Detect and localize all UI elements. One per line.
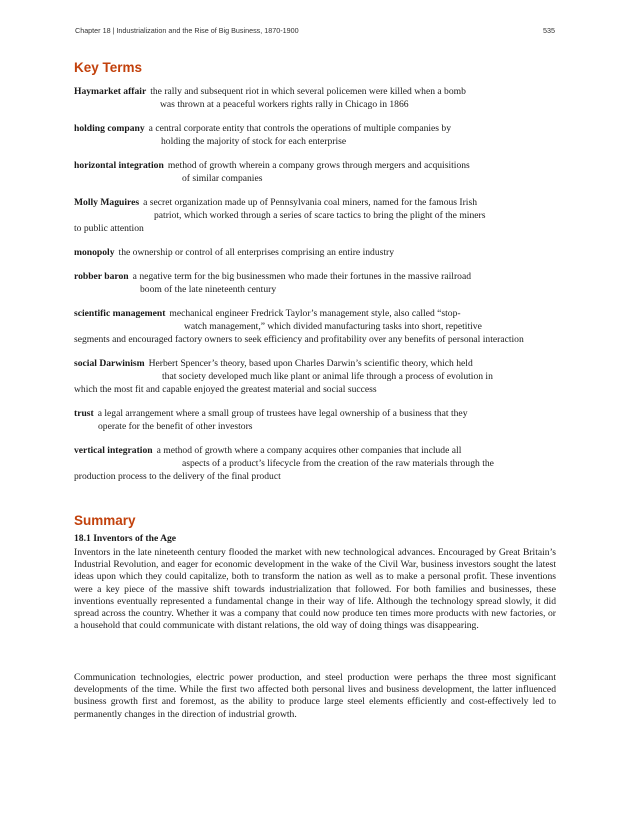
term-entry [74,444,556,483]
term-definition-cont: was thrown at a peaceful workers rights rally in Chicago in 1866 [160,99,409,110]
chapter-title: Chapter 18 | Industrialization and the Rise of Big Business, 1870-1900 [75,26,299,35]
term-word: holding company [74,123,145,134]
page-number: 535 [543,26,555,35]
term-entry [74,159,556,185]
key-terms-list [74,85,556,483]
term-definition-cont: of similar companies [182,173,263,184]
term-definition-cont: that society developed much like plant or animal life through a process of evolution in [162,371,493,382]
summary-heading: Summary [74,513,136,528]
term-entry [74,122,556,148]
term-word: social Darwinism [74,358,145,369]
term-entry [74,85,556,111]
summary-paragraph: Communication technologies, electric power production, and steel production were perhaps the three most significant developments of the time. While the first two affected both personal lives and business development, the latter influenced business growth first and foremost, as the ability to produce large steel elements efficiently and cost-effectively led to permanently changes in the direction of industrial growth. [74,672,556,720]
term-word: vertical integration [74,445,153,456]
term-entry [74,307,556,346]
term-definition: mechanical engineer Fredrick Taylor’s management style, also called “stop- [169,308,461,319]
term-definition-cont: to public attention [74,223,144,234]
term-entry [74,407,556,433]
term-definition-cont: production process to the delivery of the final product [74,471,281,482]
term-word: trust [74,408,94,419]
term-definition: Herbert Spencer’s theory, based upon Charles Darwin’s scientific theory, which held [148,358,473,369]
term-definition: a secret organization made up of Pennsylvania coal miners, named for the famous Irish [143,197,478,208]
key-terms-heading: Key Terms [74,60,143,75]
term-entry [74,357,556,396]
term-word: scientific management [74,308,166,319]
term-definition-cont: segments and encouraged factory owners to seek efficiency and profitability over any benefits of personal interaction [74,334,524,345]
term-definition-cont: watch management,” which divided manufacturing tasks into short, repetitive [184,321,482,332]
term-entry [74,246,556,259]
term-definition-cont: holding the majority of stock for each enterprise [161,136,347,147]
term-definition-cont: operate for the benefit of other investors [98,421,253,432]
term-definition-cont: aspects of a product’s lifecycle from the creation of the raw materials through the [182,458,494,469]
term-entry [74,270,556,296]
term-word: Haymarket affair [74,86,147,97]
term-definition: the ownership or control of all enterprises comprising an entire industry [118,247,395,258]
term-definition: a legal arrangement where a small group of trustees have legal ownership of a business that they [97,408,468,419]
term-word: monopoly [74,247,115,258]
term-word: Molly Maguires [74,197,140,208]
term-definition: a negative term for the big businessmen who made their fortunes in the massive railroad [132,271,472,282]
summary-paragraph: Inventors in the late nineteenth century flooded the market with new technological advances. Encouraged by Great Britain’s Industrial Revolution, and eager for economic development in the wake of the Civil War, business investors sought the latest ideas upon which they could capitalize, both to transform the nation as well as to make a personal profit. These inventions were a key piece of the massive shift towards industrialization that followed. For both families and businesses, these inventions eventually represented a fundamental change in their way of life. Although the technology spread slowly, it did spread across the country. Whether it was a company that could now produce ten times more products with new factories, or a household that could communicate with distant relations, the old way of doing things was disappearing. [74,547,556,632]
term-definition: a method of growth where a company acquires other companies that include all [156,445,462,456]
term-entry [74,196,556,235]
summary-subheading: 18.1 Inventors of the Age [74,533,177,544]
term-definition-cont: which the most fit and capable enjoyed the greatest material and social success [74,384,377,395]
term-definition: a central corporate entity that controls the operations of multiple companies by [148,123,452,134]
term-definition-cont: patriot, which worked through a series of scare tactics to bring the plight of the miners [154,210,486,221]
term-definition: method of growth wherein a company grows through mergers and acquisitions [167,160,470,171]
term-word: horizontal integration [74,160,164,171]
term-definition-cont: boom of the late nineteenth century [140,284,277,295]
term-definition: the rally and subsequent riot in which several policemen were killed when a bomb [150,86,466,97]
term-word: robber baron [74,271,129,282]
running-header [75,26,555,35]
